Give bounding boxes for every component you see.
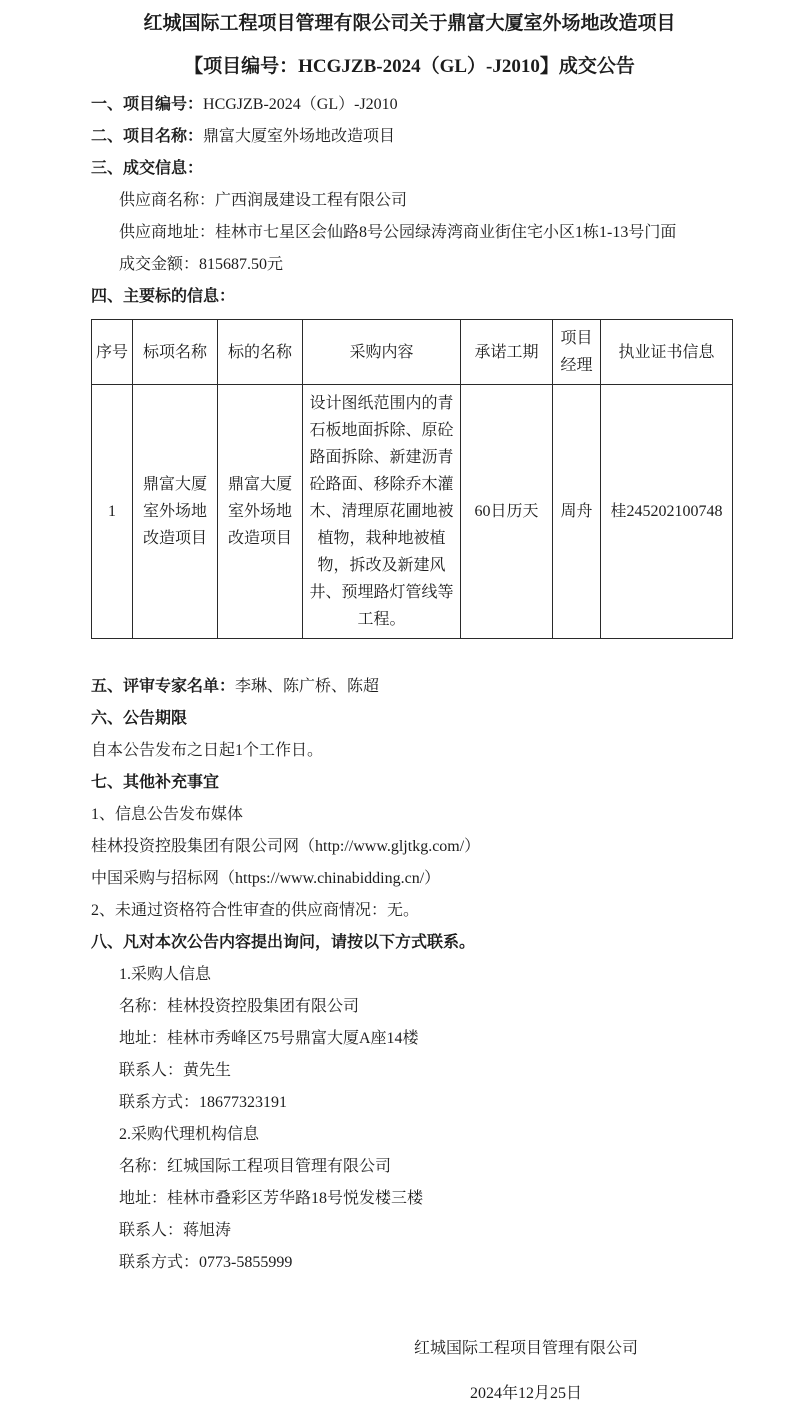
project-number-line	[91, 95, 734, 115]
supplier-address-label: 供应商地址：	[119, 224, 216, 241]
cell-procurement-content: 设计图纸范围内的青石板地面拆除、原砼路面拆除、新建沥青砼路面、移除乔木灌木、清理原花圃地被植物，栽种地被植物，拆改及新建风井、预埋路灯管线等工程。	[303, 385, 461, 639]
notice-period-text: 自本公告发布之日起1个工作日。	[91, 742, 324, 759]
header-project-manager: 项目经理	[553, 320, 601, 385]
supplier-name-label: 供应商名称：	[119, 192, 216, 209]
table-header-row	[92, 320, 733, 385]
project-name-label: 二、项目名称：	[91, 128, 204, 145]
cell-project-manager: 周舟	[553, 385, 601, 639]
signature-block	[406, 1339, 646, 1404]
award-amount-value: 815687.50元	[199, 256, 284, 273]
agency-name-line: 名称：红城国际工程项目管理有限公司	[119, 1158, 392, 1175]
cell-certificate-info: 桂245202100748	[601, 385, 733, 639]
award-info-heading: 三、成交信息：	[91, 160, 204, 177]
experts-names: 李琳、陈广桥、陈超	[235, 678, 380, 695]
agency-address-line: 地址：桂林市叠彩区芳华路18号悦发楼三楼	[119, 1190, 424, 1207]
main-subject-heading: 四、主要标的信息：	[91, 288, 236, 305]
award-amount-label: 成交金额：	[119, 256, 200, 273]
purchaser-address-line: 地址：桂林市秀峰区75号鼎富大厦A座14楼	[119, 1030, 419, 1047]
header-promised-duration: 承诺工期	[461, 320, 553, 385]
experts-label: 五、评审专家名单：	[91, 678, 236, 695]
purchaser-contact-person-line: 联系人：黄先生	[119, 1062, 232, 1079]
supplier-name-value: 广西润晟建设工程有限公司	[215, 192, 408, 209]
header-item-name: 标项名称	[133, 320, 218, 385]
project-number-label: 一、项目编号：	[91, 96, 204, 113]
award-amount-line	[119, 255, 734, 275]
document-body	[91, 95, 734, 1404]
cell-seq-no: 1	[92, 385, 133, 639]
agency-title: 2.采购代理机构信息	[119, 1126, 260, 1143]
header-procurement-content: 采购内容	[303, 320, 461, 385]
supplier-address-value: 桂林市七星区会仙路8号公园绿涛湾商业街住宅小区1栋1-13号门面	[215, 224, 677, 241]
project-name-value: 鼎富大厦室外场地改造项目	[203, 128, 396, 145]
bid-info-table	[91, 319, 733, 639]
header-certificate-info: 执业证书信息	[601, 320, 733, 385]
experts-line	[91, 677, 734, 697]
document-title-line2: 【项目编号：HCGJZB-2024（GL）-J2010】成交公告	[184, 56, 635, 77]
contact-heading: 八、凡对本次公告内容提出询问，请按以下方式联系。	[91, 934, 476, 951]
media-item-2: 中国采购与招标网（https://www.chinabidding.cn/）	[91, 870, 441, 887]
supplier-name-line	[119, 191, 734, 211]
cell-promised-duration: 60日历天	[461, 385, 553, 639]
table-row	[92, 385, 733, 639]
project-number-value: HCGJZB-2024（GL）-J2010	[203, 96, 398, 113]
purchaser-name-line: 名称：桂林投资控股集团有限公司	[119, 998, 360, 1015]
supplier-address-line	[119, 223, 734, 243]
notice-period-heading: 六、公告期限	[91, 710, 188, 727]
header-seq-no: 序号	[92, 320, 133, 385]
signature-date: 2024年12月25日	[469, 1385, 582, 1402]
project-name-line	[91, 127, 734, 147]
purchaser-phone-line: 联系方式：18677323191	[119, 1094, 288, 1111]
unqualified-suppliers-line: 2、未通过资格符合性审查的供应商情况：无。	[91, 902, 420, 919]
supplementary-heading: 七、其他补充事宜	[91, 774, 220, 791]
cell-item-name: 鼎富大厦室外场地改造项目	[133, 385, 218, 639]
document-title-line1: 红城国际工程项目管理有限公司关于鼎富大厦室外场地改造项目	[143, 13, 676, 34]
agency-phone-line: 联系方式：0773-5855999	[119, 1254, 293, 1271]
purchaser-title: 1.采购人信息	[119, 966, 212, 983]
media-subheading: 1、信息公告发布媒体	[91, 806, 244, 823]
header-subject-name: 标的名称	[218, 320, 303, 385]
signature-company: 红城国际工程项目管理有限公司	[413, 1340, 638, 1357]
media-item-1: 桂林投资控股集团有限公司网（http://www.gljtkg.com/）	[91, 838, 481, 855]
cell-subject-name: 鼎富大厦室外场地改造项目	[218, 385, 303, 639]
agency-contact-person-line: 联系人：蒋旭涛	[119, 1222, 232, 1239]
